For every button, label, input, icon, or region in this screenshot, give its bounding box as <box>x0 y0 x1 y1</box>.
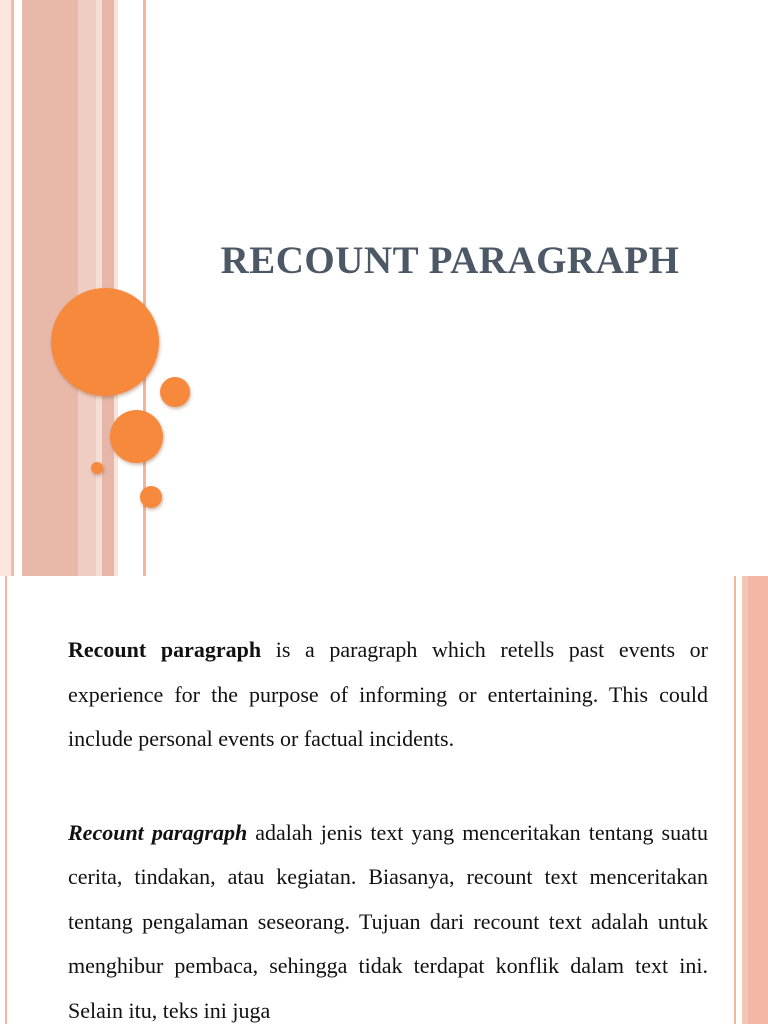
decorative-stripe <box>734 576 736 1024</box>
decorative-stripe <box>22 0 78 576</box>
decorative-circle-large <box>51 288 159 396</box>
decorative-stripe <box>5 576 7 1024</box>
slide-body <box>68 628 708 1024</box>
decorative-circle-medium <box>110 410 163 463</box>
decorative-stripe <box>0 0 11 576</box>
definition-text: is a paragraph which retells past events or experience for the purpose of informing or entertaining. This could include personal events or factual incidents. <box>68 637 709 751</box>
content-slide <box>0 576 768 1024</box>
definition-term: Recount paragraph <box>68 819 248 845</box>
definition-term: Recount paragraph <box>68 637 262 662</box>
decorative-stripe <box>11 0 14 576</box>
decorative-circle-tiny <box>91 462 103 474</box>
decorative-stripe <box>78 0 96 576</box>
decorative-circle-small <box>160 377 190 407</box>
decorative-stripe <box>748 576 768 1024</box>
definition-text: adalah jenis text yang menceritakan tentang suatu cerita, tindakan, atau kegiatan. Biasanya, recount text menceritakan tentang pengalaman seseorang. Tujuan dari recount text adalah untuk menghibur pembaca, sehingga tidak terdapat konflik dalam text ini. Selain itu, teks ini juga <box>68 819 708 1023</box>
slide-title: RECOUNT PARAGRAPH <box>220 239 680 282</box>
english-definition-paragraph <box>68 628 708 762</box>
decorative-circle-small <box>140 486 162 508</box>
indonesian-definition-paragraph <box>68 811 708 1024</box>
